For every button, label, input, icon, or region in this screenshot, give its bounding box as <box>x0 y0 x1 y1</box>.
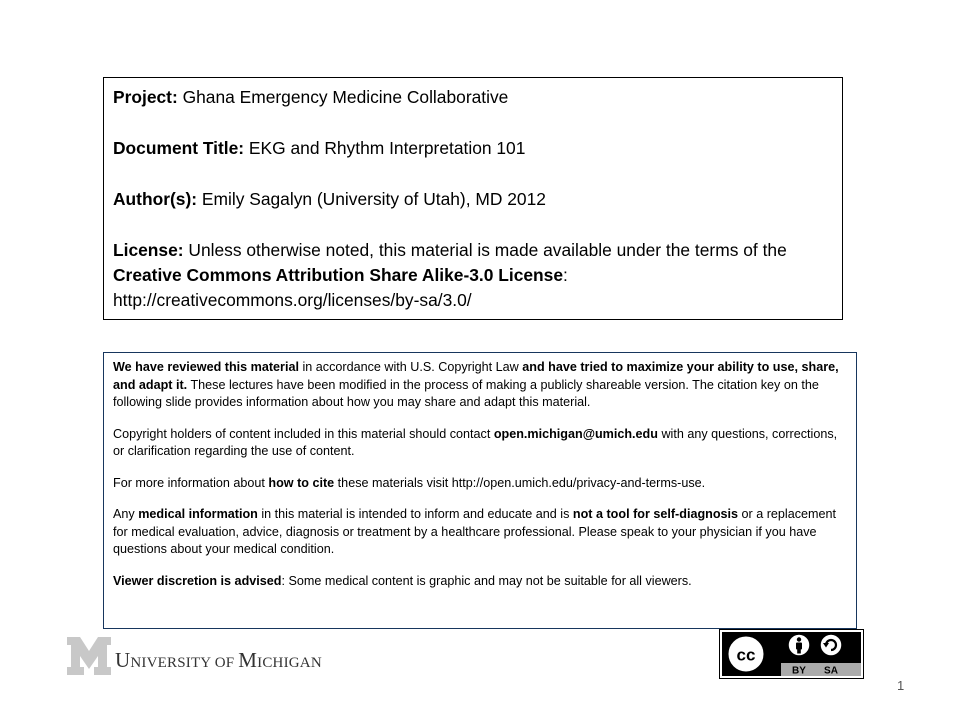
review-paragraph: We have reviewed this material in accordance with U.S. Copyright Law and have tried to maximize your ability to use, share, and adapt it. These lectures have been modified in the process of making a publicly shareable version. The citation key on the following slide provides information about how you may share and adapt this material. <box>113 360 839 409</box>
university-of-michigan-wordmark: UNIVERSITY OF MICHIGAN <box>115 648 322 672</box>
page-number: 1 <box>897 678 905 693</box>
cc-by-sa-badge-icon <box>719 629 864 679</box>
medical-disclaimer-paragraph: Any medical information in this material is intended to inform and educate and is not a tool for self-diagnosis or a replacement for medical evaluation, advice, diagnosis or treatment by a healthcare professional. Please speak to your physician if you have questions about your medical condition. <box>113 507 837 556</box>
svg-text:SA: SA <box>824 665 838 677</box>
project-line: Project: Ghana Emergency Medicine Collaborative <box>113 87 509 107</box>
license-paragraph: License: Unless otherwise noted, this material is made available under the terms of the Creative Commons Attribution Share Alike-3.0 License: http://creativecommons.org/licenses/by-sa/3.0/ <box>113 240 787 310</box>
copyright-contact-paragraph: Copyright holders of content included in this material should contact open.michigan@umich.edu with any questions, corrections, or clarification regarding the use of content. <box>113 426 838 458</box>
document-title-line: Document Title: EKG and Rhythm Interpretation 101 <box>113 138 526 158</box>
contact-email: open.michigan@umich.edu <box>493 426 658 441</box>
license-name: Creative Commons Attribution Share Alike-3.0 License <box>113 265 564 285</box>
um-block-m-logo-icon <box>66 636 112 676</box>
attribution-icon <box>788 634 810 656</box>
viewer-discretion-paragraph: Viewer discretion is advised: Some medical content is graphic and may not be suitable for all viewers. <box>113 573 692 588</box>
copyright-notice-box <box>103 352 857 629</box>
cc-icon <box>727 635 765 673</box>
document-info-box <box>103 77 843 320</box>
svg-text:cc: cc <box>736 645 756 665</box>
author-line: Author(s): Emily Sagalyn (University of Utah), MD 2012 <box>113 189 546 209</box>
citation-paragraph: For more information about how to cite these materials visit http://open.umich.edu/privacy-and-terms-use. <box>113 475 706 490</box>
svg-text:BY: BY <box>792 665 806 677</box>
share-alike-icon <box>820 634 842 656</box>
